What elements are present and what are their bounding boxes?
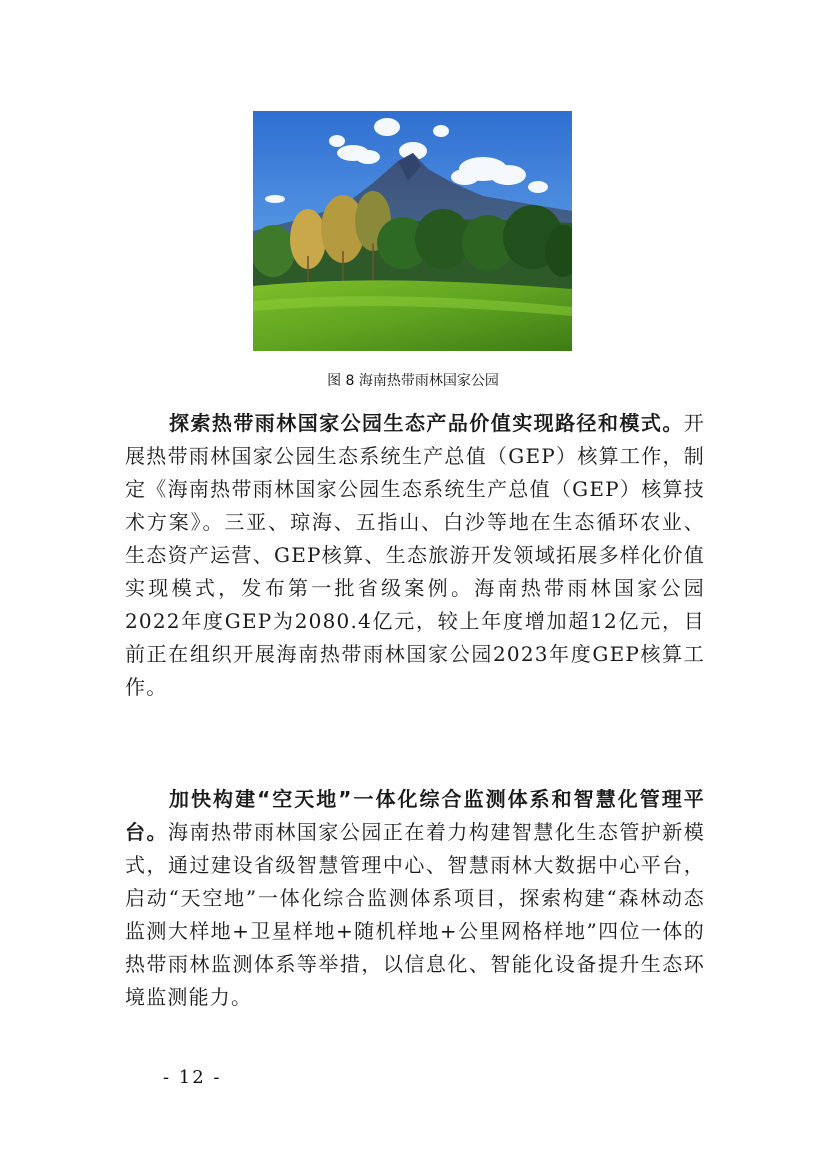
rainforest-park-photo <box>253 111 572 351</box>
paragraph-body: 海南热带雨林国家公园正在着力构建智慧化生态管护新模式，通过建设省级智慧管理中心、智慧雨林大数据中心平台，启动“天空地”一体化综合监测体系项目，探索构建“森林动态监测大样地+卫星样地+随机样地+公里网格样地”四位一体的热带雨林监测体系等举措，以信息化、智能化设备提升生态环境监测能力。 <box>125 820 705 1009</box>
page-number: - 12 - <box>163 1067 222 1088</box>
paragraph-monitoring <box>125 783 705 1014</box>
paragraph-gep <box>125 407 705 704</box>
paragraph-lead: 加快构建“空天地”一体化综合监测体系和智慧化管理平台。 <box>125 787 705 844</box>
paragraph-lead: 探索热带雨林国家公园生态产品价值实现路径和模式。 <box>169 411 684 435</box>
paragraph-body: 开展热带雨林国家公园生态系统生产总值（GEP）核算工作，制定《海南热带雨林国家公园生态系统生产总值（GEP）核算技术方案》。三亚、琼海、五指山、白沙等地在生态循环农业、生态资产运营、GEP核算、生态旅游开发领域拓展多样化价值实现模式，发布第一批省级案例。海南热带雨林国家公园2022年度GEP为2080.4亿元，较上年度增加超12亿元，目前正在组织开展海南热带雨林国家公园2023年度GEP核算工作。 <box>125 411 705 699</box>
figure-caption: 图 8 海南热带雨林国家公园 <box>327 373 499 389</box>
